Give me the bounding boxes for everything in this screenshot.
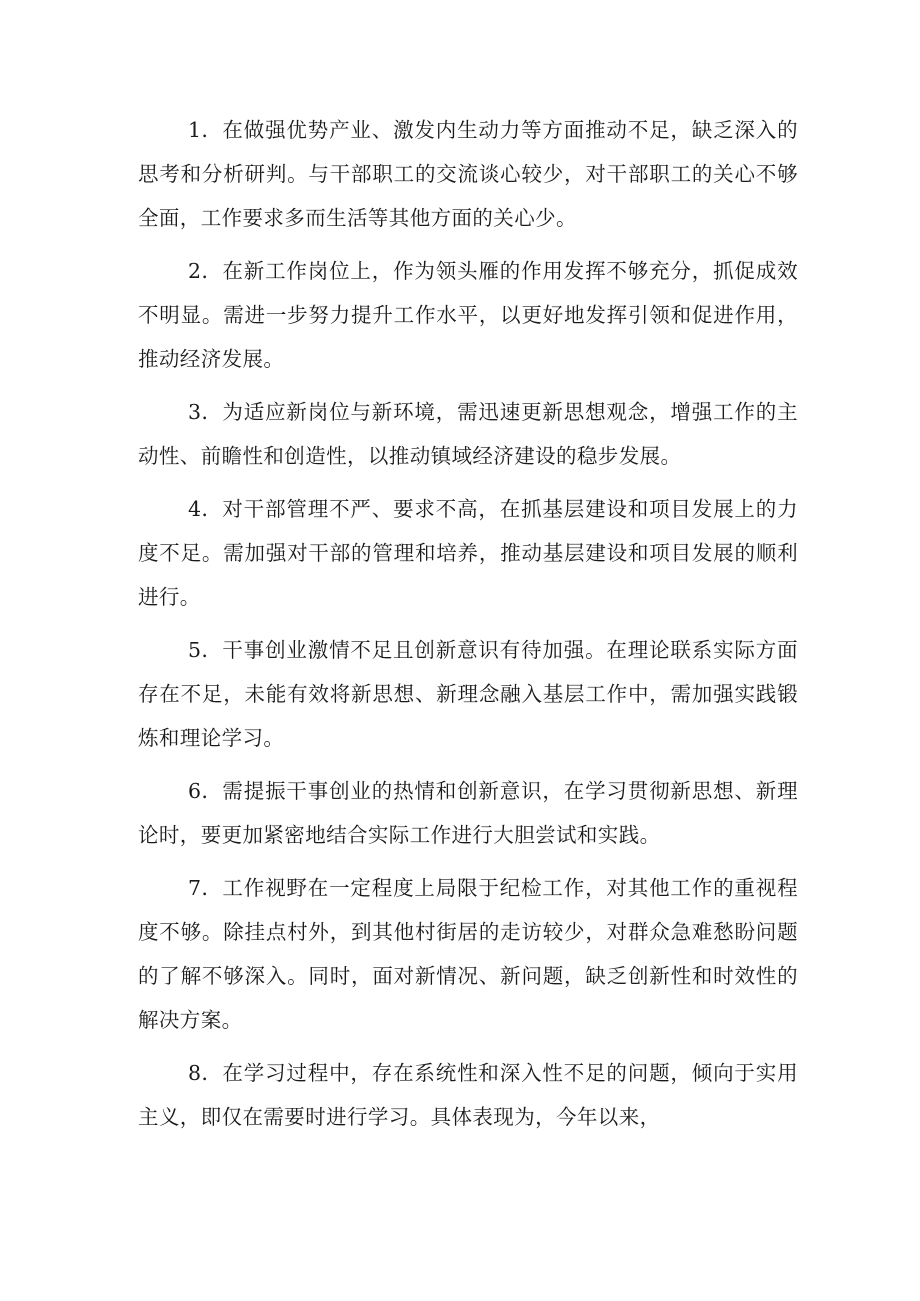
paragraph-text: 工作视野在一定程度上局限于纪检工作，对其他工作的重视程度不够。除挂点村外，到其他村街居的走访较少，对群众急难愁盼问题的了解不够深入。同时，面对新情况、新问题，缺乏创新性和时效性的解决方案。 xyxy=(138,876,798,1032)
paragraph-2 xyxy=(138,249,798,381)
paragraph-text: 在学习过程中，存在系统性和深入性不足的问题，倾向于实用主义，即仅在需要时进行学习。具体表现为，今年以来， xyxy=(138,1061,798,1129)
paragraph-text: 对干部管理不严、要求不高，在抓基层建设和项目发展上的力度不足。需加强对干部的管理和培养，推动基层建设和项目发展的顺利进行。 xyxy=(138,497,798,609)
paragraph-1 xyxy=(138,108,798,240)
paragraph-text: 需提振干事创业的热情和创新意识，在学习贯彻新思想、新理论时，要更加紧密地结合实际工作进行大胆尝试和实践。 xyxy=(138,779,798,847)
paragraph-3 xyxy=(138,390,798,478)
paragraph-number: 2． xyxy=(188,259,223,283)
paragraph-7 xyxy=(138,866,798,1042)
paragraph-number: 7． xyxy=(188,876,223,900)
paragraph-4 xyxy=(138,487,798,619)
paragraph-8 xyxy=(138,1051,798,1139)
paragraph-number: 6． xyxy=(188,779,223,803)
paragraph-5 xyxy=(138,628,798,760)
paragraph-number: 1． xyxy=(188,118,223,142)
paragraph-number: 5． xyxy=(188,638,223,662)
paragraph-text: 在新工作岗位上，作为领头雁的作用发挥不够充分，抓促成效不明显。需进一步努力提升工作水平，以更好地发挥引领和促进作用，推动经济发展。 xyxy=(138,259,798,371)
paragraph-number: 4． xyxy=(188,497,223,521)
paragraph-text: 干事创业激情不足且创新意识有待加强。在理论联系实际方面存在不足，未能有效将新思想、新理念融入基层工作中，需加强实践锻炼和理论学习。 xyxy=(138,638,798,750)
paragraph-text: 为适应新岗位与新环境，需迅速更新思想观念，增强工作的主动性、前瞻性和创造性，以推动镇域经济建设的稳步发展。 xyxy=(138,400,798,468)
document-body xyxy=(138,108,798,1148)
paragraph-number: 3． xyxy=(188,400,223,424)
paragraph-text: 在做强优势产业、激发内生动力等方面推动不足，缺乏深入的思考和分析研判。与干部职工的交流谈心较少，对干部职工的关心不够全面，工作要求多而生活等其他方面的关心少。 xyxy=(138,118,798,230)
paragraph-6 xyxy=(138,769,798,857)
paragraph-number: 8． xyxy=(188,1061,223,1085)
